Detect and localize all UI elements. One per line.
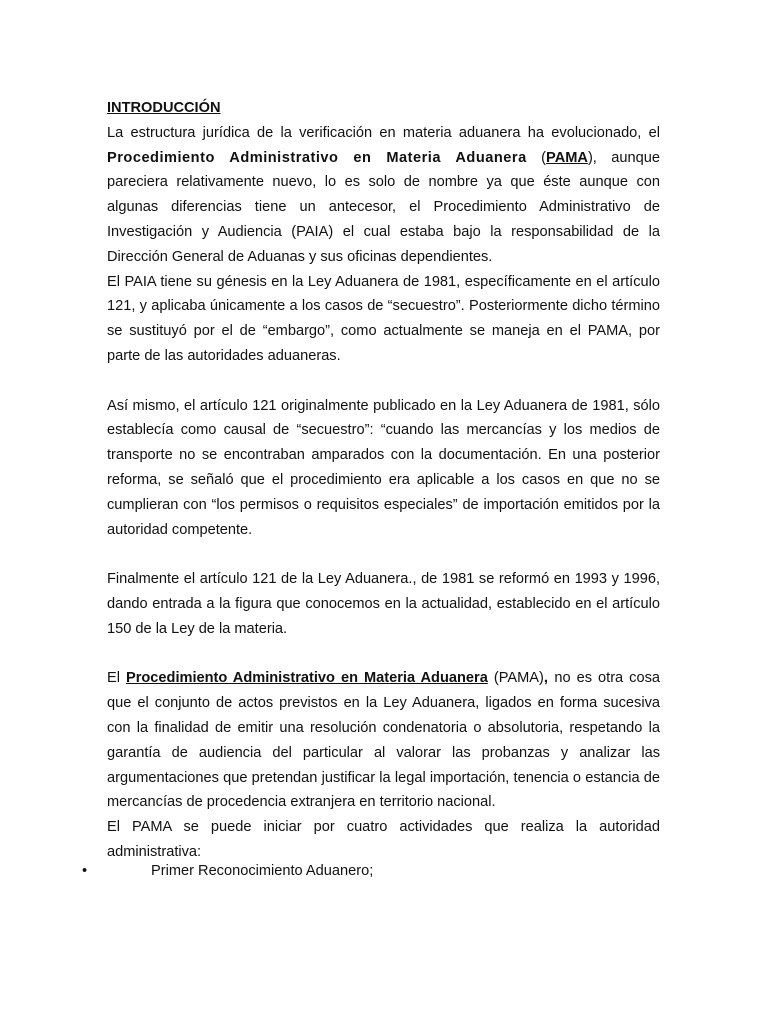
list-item	[82, 859, 682, 885]
paragraph-3: Así mismo, el artículo 121 originalmente publicado en la Ley Aduanera de 1981, sólo establecía como causal de “secuestro”: “cuando las mercancías y los medios de transporte no se encontraban amparados con la documentación. En una posterior reforma, se señaló que el procedimiento era aplicable a los casos en que no se cumplieran con “los permisos o requisitos especiales” de importación emitidos por la autoridad competente.	[107, 397, 660, 538]
list-item-text: Primer Reconocimiento Aduanero;	[151, 863, 374, 879]
paragraph-5	[107, 666, 660, 815]
paragraph-5-text-a: El	[107, 670, 126, 687]
paragraph-1	[107, 121, 660, 270]
paragraph-5-text-b: (PAMA)	[487, 670, 544, 687]
paragraph-6: El PAMA se puede iniciar por cuatro actividades que realiza la autoridad administrativa:	[107, 819, 660, 860]
paragraph-1-text-b: (	[526, 149, 547, 166]
paragraph-1-text-c: ), aunque pareciera relativamente nuevo, lo es solo de nombre ya que éste aunque con algunas diferencias tiene un antecesor, el Procedimiento Administrativo de Investigación y Audiencia (PAIA) el cual estaba bajo la responsabilidad de la Dirección General de Aduanas y sus oficinas dependientes.	[107, 149, 661, 265]
pama-link[interactable]: PAMA	[546, 149, 588, 166]
paragraph-1-text-a: La estructura jurídica de la verificación en materia aduanera ha evolucionado, el	[107, 124, 660, 141]
document-body	[107, 96, 660, 865]
paragraph-2: El PAIA tiene su génesis en la Ley Aduanera de 1981, específicamente en el artículo 121, y aplicaba únicamente a los casos de “secuestro”. Posteriormente dicho término se sustituyó por el de “embargo”, como actualmente se maneja en el PAMA, por parte de las autoridades aduaneras.	[107, 273, 660, 364]
bullet-icon: •	[82, 863, 88, 879]
paragraph-5-comma: ,	[543, 670, 549, 687]
section-heading: INTRODUCCIÓN	[107, 100, 221, 116]
pama-term-bold: Procedimiento Administrativo en Materia Aduanera	[107, 149, 527, 166]
paragraph-4: Finalmente el artículo 121 de la Ley Aduanera., de 1981 se reformó en 1993 y 1996, dando entrada a la figura que conocemos en la actualidad, establecido en el artículo 150 de la Ley de la materia.	[107, 571, 660, 637]
paragraph-5-text-c: no es otra cosa que el conjunto de actos previstos en la Ley Aduanera, ligados en forma sucesiva con la finalidad de emitir una resolución condenatoria o absolutoria, respetando la garantía de audiencia del particular al valorar las probanzas y analizar las argumentaciones que pretendan justificar la legal importación, tenencia o estancia de mercancías de procedencia extranjera en territorio nacional.	[107, 670, 660, 811]
procedimiento-link[interactable]: Procedimiento Administrativo en Materia Aduanera	[125, 670, 488, 687]
